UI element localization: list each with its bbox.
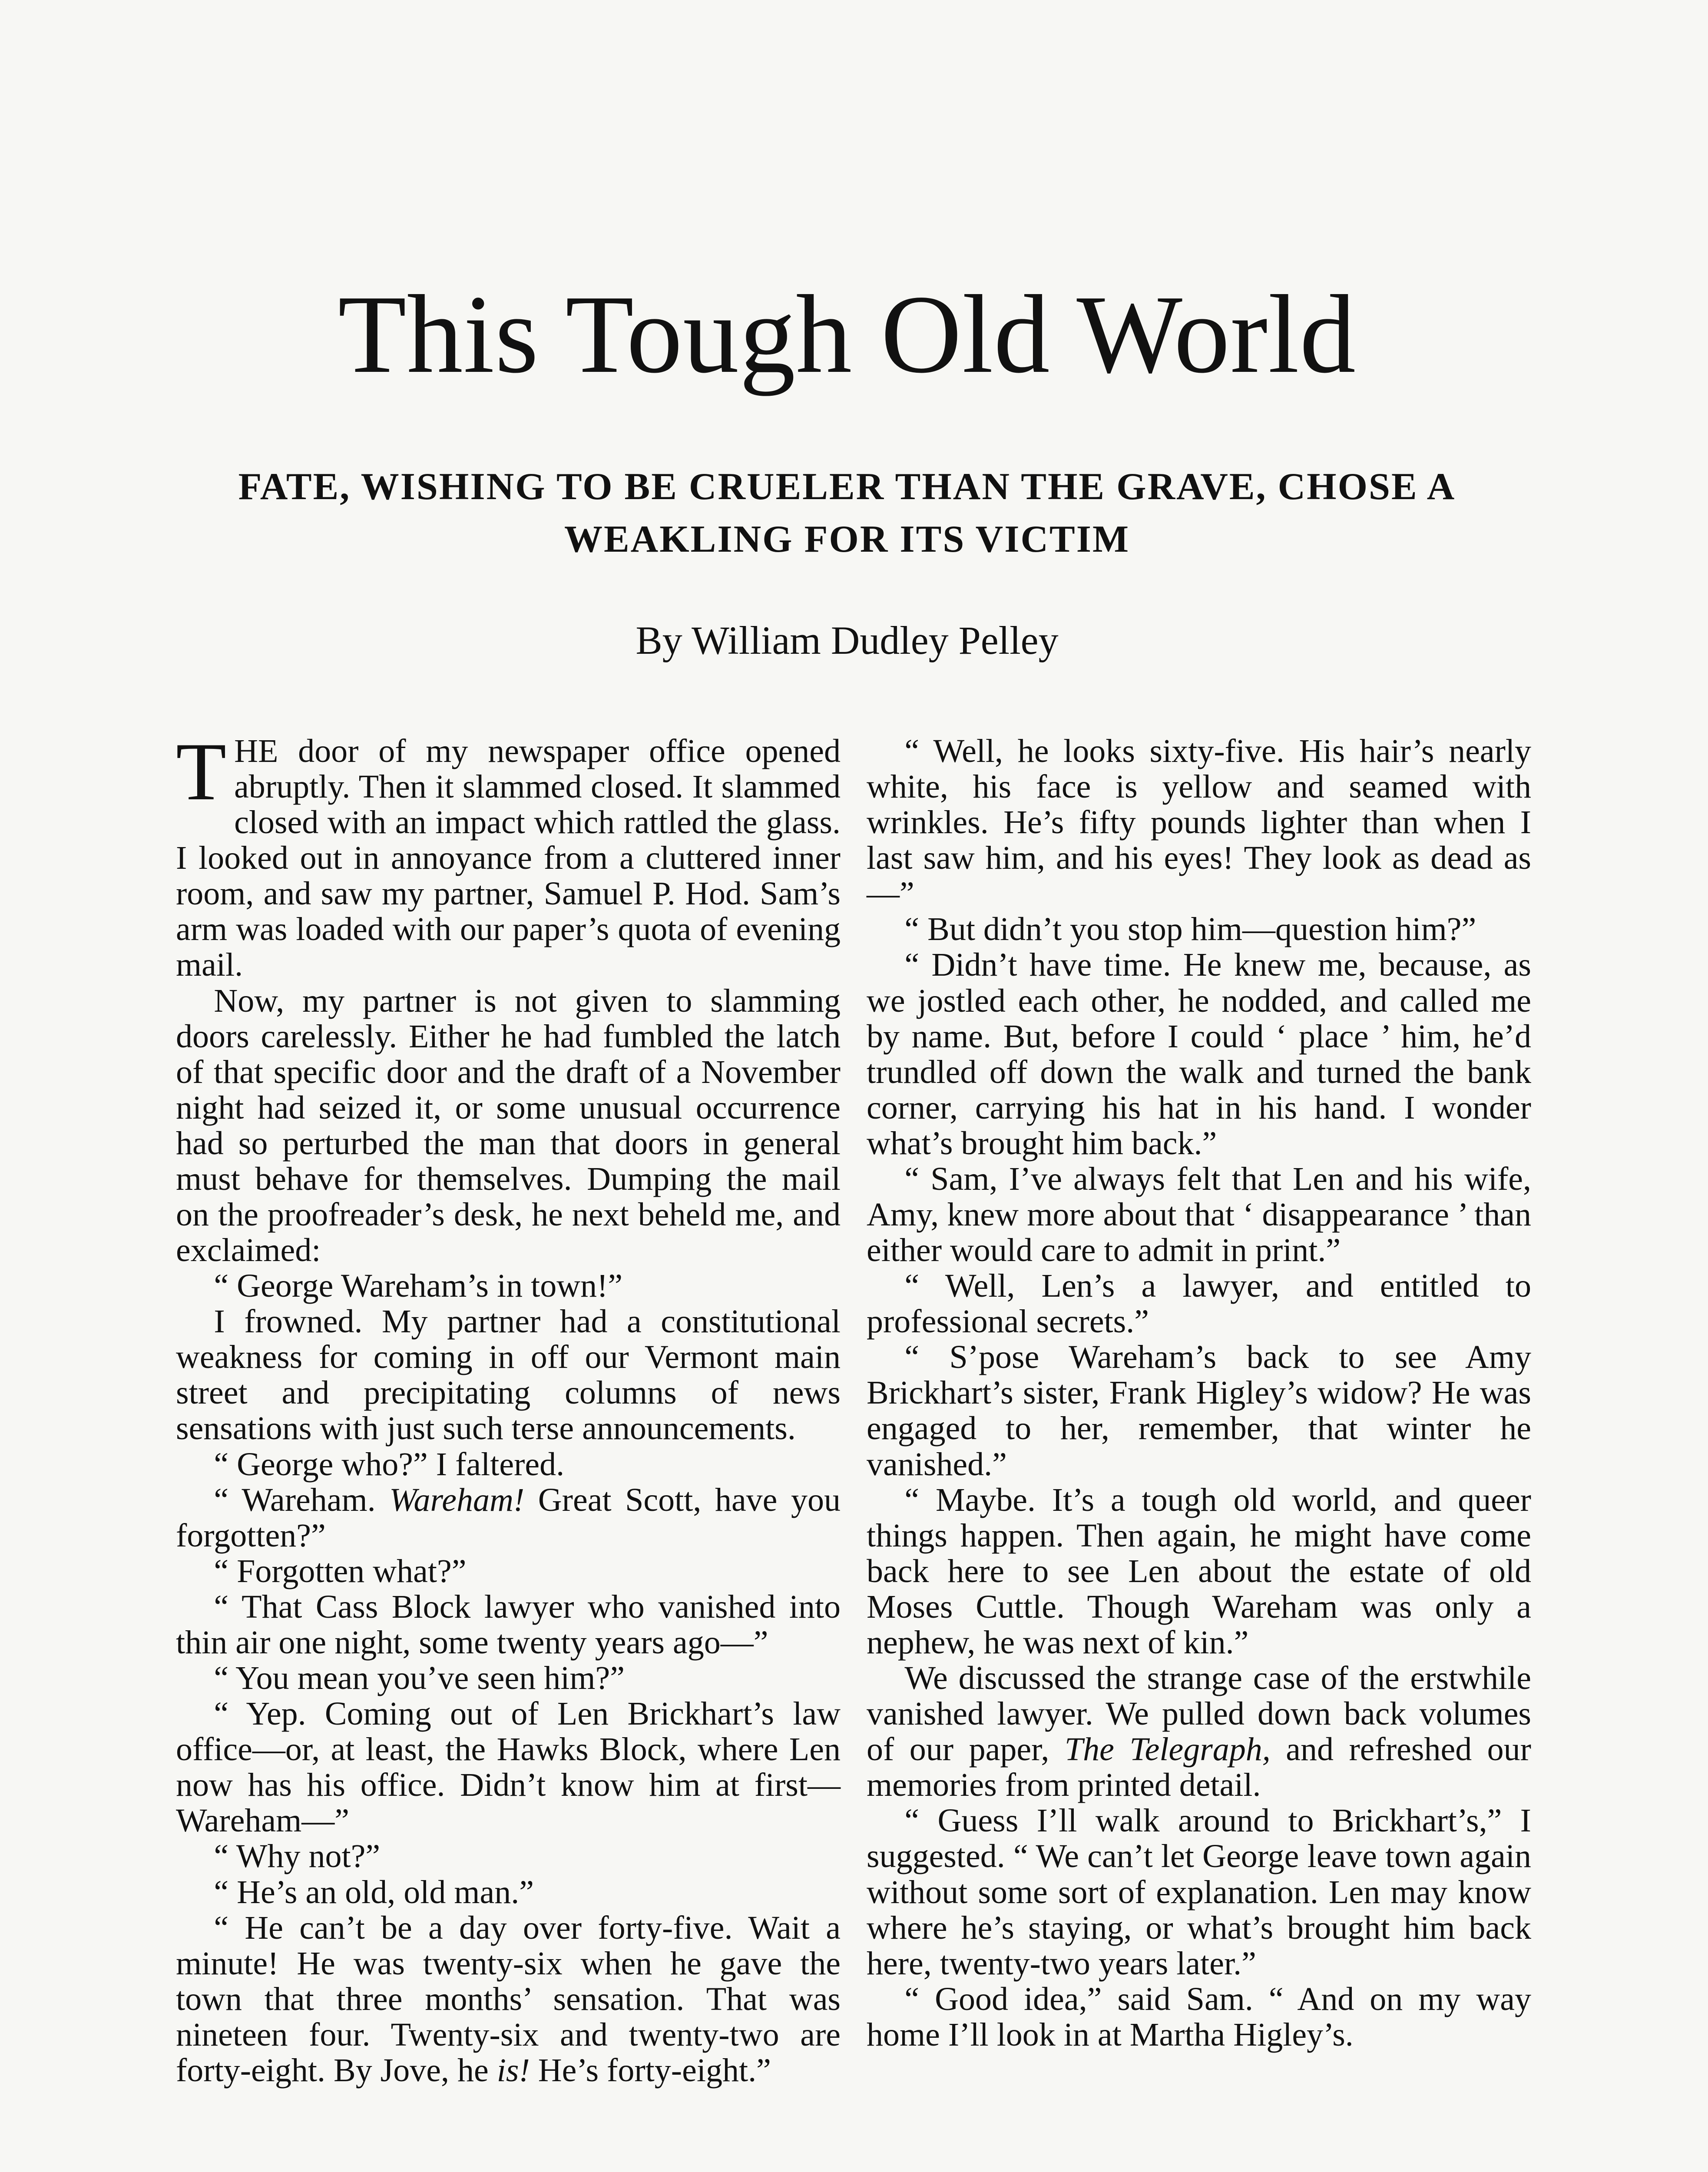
left-column (176, 726, 841, 2089)
paragraph: “ Yep. Coming out of Len Brickhart’s law office—or, at least, the Hawks Block, where Len now has his office. Didn’t know him at first—Wareham—” (176, 1695, 841, 1839)
paragraph: “ Well, he looks sixty-five. His hair’s nearly white, his face is yellow and seamed with wrinkles. He’s fifty pounds lighter than when I last saw him, and his eyes! They look as dead as—” (867, 733, 1531, 912)
paragraph-text: Great Scott, have you forgotten?” (176, 1481, 841, 1554)
paragraph: “ George who?” I faltered. (214, 1446, 565, 1483)
right-column (867, 733, 1531, 2053)
drop-cap: T (176, 726, 227, 818)
paragraph (176, 726, 841, 983)
paragraph: “ Maybe. It’s a tough old world, and queer things happen. Then again, he might have come back here to see Len about the estate of old Moses Cuttle. Though Wareham was only a nephew, he was next of kin.” (867, 1481, 1531, 1661)
paragraph-text: He’s forty-eight.” (530, 2052, 771, 2089)
paragraph: “ Sam, I’ve always felt that Len and his wife, Amy, knew more about that ‘ disappearance ’ than either would care to admit in print.” (867, 1160, 1531, 1269)
paragraph: “ Guess I’ll walk around to Brickhart’s,” I suggested. “ We can’t let George leave town again without some sort of explanation. Len may know where he’s staying, or what’s brought him back here, twenty-two years later.” (867, 1802, 1531, 1982)
italic-text: is! (497, 2052, 530, 2089)
paragraph (867, 1660, 1531, 1803)
paragraph: I frowned. My partner had a constitutional weakness for coming in off our Vermont main street and precipitating columns of news sensations with just such terse announcements. (176, 1303, 841, 1447)
paragraph: “ Good idea,” said Sam. “ And on my way home I’ll look in at Martha Higley’s. (867, 1980, 1531, 2053)
paragraph-text: “ He can’t be a day over forty-five. Wait a minute! He was twenty-six when he gave the town that three months’ sensation. That was nineteen four. Twenty-six and twenty-two are forty-eight. By Jove, he (176, 1909, 841, 2089)
paragraph: “ He’s an old, old man.” (214, 1874, 534, 1910)
paragraph: “ Didn’t have time. He knew me, because, as we jostled each other, he nodded, and called me by name. But, before I could ‘ place ’ him, he’d trundled off down the walk and turned the bank corner, carrying his hat in his hand. I wonder what’s brought him back.” (867, 947, 1531, 1162)
paragraph: “ George Wareham’s in town!” (214, 1268, 623, 1305)
paragraph (176, 1482, 841, 1553)
paragraph: “ S’pose Wareham’s back to see Amy Brickhart’s sister, Frank Higley’s widow? He was engaged to her, remember, that winter he vanished.” (867, 1339, 1531, 1483)
paragraph: “ Well, Len’s a lawyer, and entitled to professional secrets.” (867, 1268, 1531, 1340)
paragraph (176, 1910, 841, 2088)
paragraph: “ Why not?” (214, 1838, 381, 1875)
paragraph-text: We discussed the strange case of the erstwhile vanished lawyer. We pulled down back volumes of our paper, (867, 1660, 1531, 1768)
article-subtitle: FATE, WISHING TO BE CRUELER THAN THE GRAVE, CHOSE A WEAKLING FOR ITS VICTIM (238, 466, 1456, 561)
paragraph-text: “ Wareham. (214, 1481, 390, 1518)
italic-text: Wareham! (389, 1481, 525, 1518)
paragraph: “ You mean you’ve seen him?” (214, 1660, 625, 1697)
paragraph: “ But didn’t you stop him—question him?” (904, 911, 1476, 948)
paragraph-text: and refreshed our memories from printed detail. (867, 1731, 1531, 1804)
paragraph-text: HE door of my newspaper office opened abruptly. Then it slammed closed. It slammed closed with an impact which rattled the glass. I looked out in annoyance from a cluttered inner room, and saw my partner, Samuel P. Hod. Sam’s arm was loaded with our paper’s quota of evening mail. (176, 733, 841, 983)
paragraph: “ That Cass Block lawyer who vanished into thin air one night, some twenty years ago—” (176, 1588, 841, 1661)
italic-text: The Telegraph, (1064, 1731, 1271, 1768)
article-title: This Tough Old World (338, 272, 1356, 396)
article-byline: By William Dudley Pelley (636, 618, 1059, 662)
paragraph: Now, my partner is not given to slamming doors carelessly. Either he had fumbled the latch of that specific door and the draft of a November night had seized it, or some unusual occurrence had so perturbed the man that doors in general must behave for themselves. Dumping the mail on the proofreader’s desk, he next beheld me, and exclaimed: (176, 982, 841, 1269)
paragraph: “ Forgotten what?” (214, 1553, 467, 1589)
